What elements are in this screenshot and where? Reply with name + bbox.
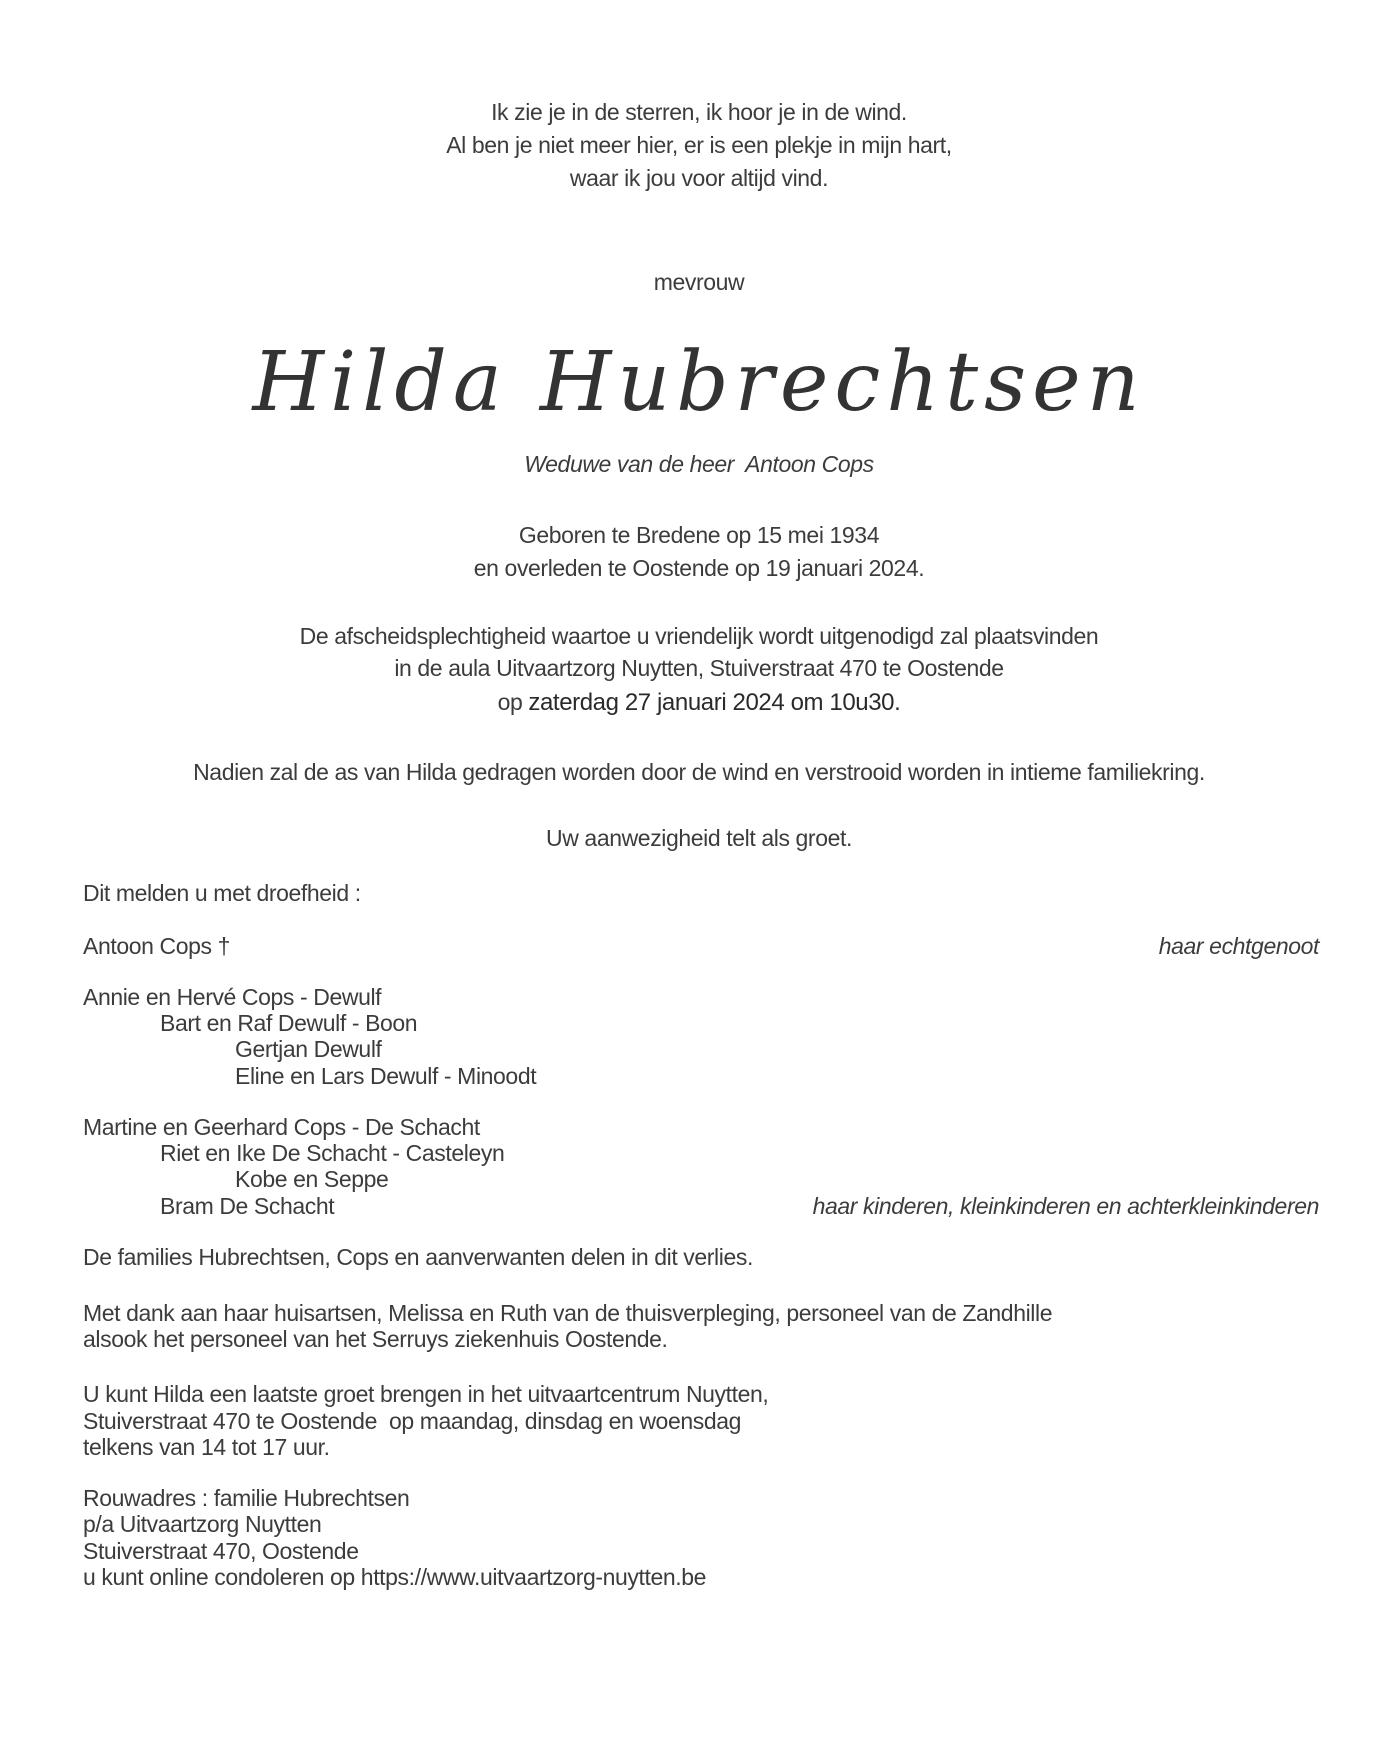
- greeting: Uw aanwezigheid telt als groet.: [546, 825, 852, 851]
- address-line-3: Stuiverstraat 470, Oostende: [83, 1538, 359, 1564]
- condolence-line: [83, 1564, 706, 1590]
- ceremony-line-2: in de aula Uitvaartzorg Nuytten, Stuiverstraat 470 te Oostende: [394, 655, 1004, 681]
- families-note: De families Hubrechtsen, Cops en aanverwanten delen in dit verlies.: [83, 1244, 753, 1270]
- visitation-line-2: Stuiverstraat 470 te Oostende op maandag, dinsdag en woensdag: [83, 1408, 742, 1434]
- birth-info: Geboren te Bredene op 15 mei 1934: [518, 522, 880, 548]
- deceased-name: Hilda Hubrechtsen: [252, 335, 1146, 430]
- thanks-line-2: alsook het personeel van het Serruys ziekenhuis Oostende.: [83, 1326, 668, 1352]
- poem-line-2: Al ben je niet meer hier, er is een plekje in mijn hart,: [446, 132, 952, 158]
- family-member: Annie en Hervé Cops - Dewulf: [83, 984, 382, 1010]
- poem-line-1: Ik zie je in de sterren, ik hoor je in de wind.: [491, 99, 907, 125]
- spouse-relation: haar echtgenoot: [1158, 933, 1319, 959]
- widow-of: Weduwe van de heer Antoon Cops: [524, 451, 874, 477]
- condolence-prefix: u kunt online condoleren op: [83, 1564, 361, 1590]
- family-member: Kobe en Seppe: [235, 1166, 389, 1192]
- thanks-line-1: Met dank aan haar huisartsen, Melissa en Ruth van de thuisverpleging, personeel van de Zandhille: [83, 1300, 1053, 1326]
- family-member: Bart en Raf Dewulf - Boon: [160, 1010, 418, 1036]
- family-member: Riet en Ike De Schacht - Casteleyn: [160, 1140, 505, 1166]
- address-line-2: p/a Uitvaartzorg Nuytten: [83, 1511, 322, 1537]
- family-member: Bram De Schacht: [160, 1193, 335, 1219]
- condolence-website-link[interactable]: https://www.uitvaartzorg-nuytten.be: [360, 1564, 707, 1590]
- title-prefix: mevrouw: [653, 269, 745, 295]
- poem-line-3: waar ik jou voor altijd vind.: [569, 165, 829, 191]
- ceremony-date-line: [0, 689, 1398, 716]
- address-line-1: Rouwadres : familie Hubrechtsen: [83, 1485, 410, 1511]
- announcers-intro: Dit melden u met droefheid :: [83, 880, 361, 906]
- ceremony-date-prefix: op: [497, 689, 529, 715]
- visitation-line-3: telkens van 14 tot 17 uur.: [83, 1434, 330, 1460]
- visitation-line-1: U kunt Hilda een laatste groet brengen in het uitvaartcentrum Nuytten,: [83, 1381, 769, 1407]
- ceremony-line-1: De afscheidsplechtigheid waartoe u vriendelijk wordt uitgenodigd zal plaatsvinden: [299, 623, 1099, 649]
- ceremony-date: zaterdag 27 januari 2024 om 10u30.: [528, 689, 901, 716]
- family-relation: haar kinderen, kleinkinderen en achterkleinkinderen: [812, 1193, 1319, 1219]
- family-member: Martine en Geerhard Cops - De Schacht: [83, 1114, 480, 1140]
- ashes-note: Nadien zal de as van Hilda gedragen worden door de wind en verstrooid worden in intieme familiekring.: [193, 759, 1205, 785]
- death-info: en overleden te Oostende op 19 januari 2024.: [473, 555, 925, 581]
- family-member: Eline en Lars Dewulf - Minoodt: [235, 1063, 537, 1089]
- spouse-name: Antoon Cops †: [83, 933, 230, 959]
- family-member: Gertjan Dewulf: [235, 1036, 382, 1062]
